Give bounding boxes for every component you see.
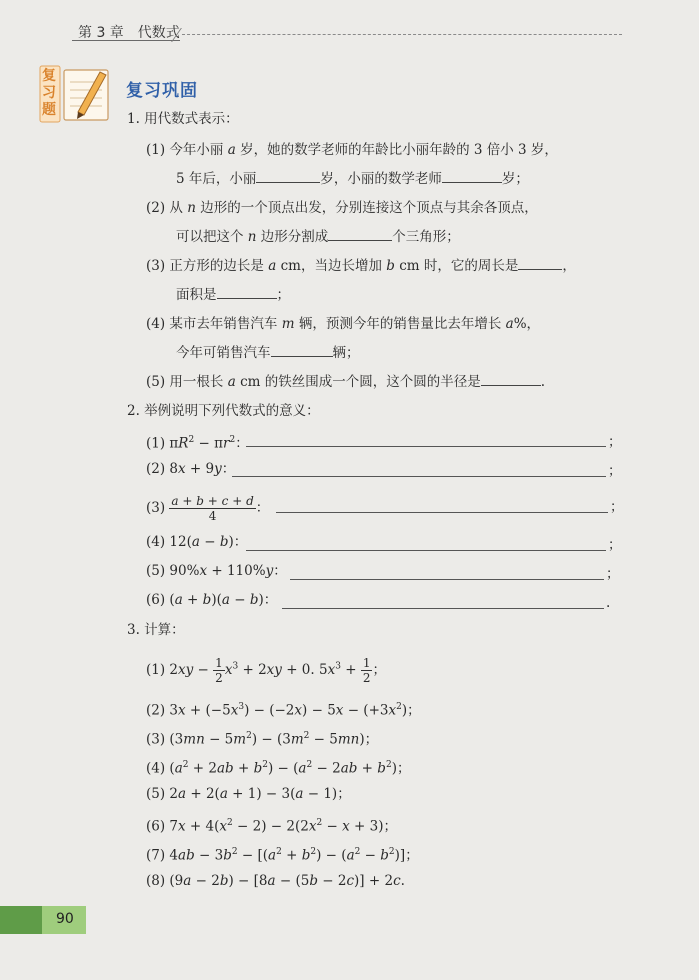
- q3-item-3: (3) $(3mn - 5m^2) - (3m^2 - 5mn)$；: [146, 731, 379, 748]
- q1-part-5: (5) 用一根长 a cm 的铁丝围成一个圆，这个圆的半径是 .: [146, 374, 546, 390]
- q3-item-6: (6) $7x + 4(x^2 - 2) - 2(2x^2 - x + 3)$；: [146, 818, 397, 835]
- question-1-title: 1. 用代数式表示：: [127, 111, 239, 127]
- q3-item-4: (4) $(a^2 + 2ab + b^2) - (a^2 - 2ab + b^2)$；: [146, 760, 411, 777]
- q3-item-2: (2) $3x + (-5x^3) - (-2x) - 5x - (+3x^2)$；: [146, 702, 421, 719]
- answer-line[interactable]: [232, 476, 606, 477]
- q2-item-1: (1) $\pi R^2 - \pi r^2$：: [146, 435, 249, 452]
- punctuation: ；: [608, 434, 622, 450]
- answer-line[interactable]: [290, 579, 604, 580]
- q2-item-4: (4) 12(a − b)：: [146, 534, 248, 550]
- q1-part-4-line-2: 今年可销售汽车 辆；: [176, 345, 360, 361]
- header-dashed-rule: [182, 34, 622, 35]
- q1-part-2-line-2: 可以把这个 n 边形分割成 个三角形；: [176, 229, 460, 245]
- question-3-title: 3. 计算：: [127, 622, 185, 638]
- fraction: $\frac{1}{2}$: [215, 656, 223, 685]
- answer-blank[interactable]: [217, 286, 277, 299]
- q1-part-3-line-2: 面积是 ；: [176, 287, 290, 303]
- footer-bar: [0, 906, 42, 934]
- q2-item-2: (2) 8x + 9y：: [146, 461, 236, 477]
- punctuation: ；: [608, 463, 622, 479]
- q2-item-3: (3) $\frac{a + b + c + d}{4}$ ：: [146, 494, 270, 523]
- q3-item-1: (1) 2xy − $\frac{1}{2}$ $x^3 + 2xy + 0$. $5x^3$ + $\frac{1}{2}$ ；: [146, 656, 386, 685]
- answer-blank[interactable]: [518, 257, 562, 270]
- answer-blank[interactable]: [481, 373, 541, 386]
- answer-blank[interactable]: [328, 228, 392, 241]
- section-title: 复习巩固: [126, 81, 198, 101]
- answer-blank[interactable]: [256, 170, 320, 183]
- answer-blank[interactable]: [271, 344, 333, 357]
- q3-item-5: (5) 2a + 2(a + 1) − 3(a − 1)；: [146, 786, 351, 802]
- fraction: $\frac{a + b + c + d}{4}$: [171, 494, 254, 523]
- q1-part-2-line-1: (2) 从 n 边形的一个顶点出发，分别连接这个顶点与其余各顶点，: [146, 200, 538, 216]
- punctuation: .: [606, 595, 611, 611]
- q2-item-6: (6) (a + b)(a − b)：: [146, 592, 278, 608]
- answer-blank[interactable]: [442, 170, 502, 183]
- chapter-label: 第 3 章 代数式: [78, 25, 180, 41]
- question-2-title: 2. 举例说明下列代数式的意义：: [127, 403, 320, 419]
- badge-text: 复习题: [42, 68, 56, 118]
- q3-item-8: (8) (9a − 2b) − [8a − (5b − 2c)] + 2c.: [146, 873, 405, 889]
- page-number: 90: [56, 911, 74, 927]
- answer-line[interactable]: [282, 608, 604, 609]
- answer-line[interactable]: [276, 512, 608, 513]
- answer-line[interactable]: [246, 550, 606, 551]
- punctuation: ；: [610, 499, 624, 515]
- q1-part-4-line-1: (4) 某市去年销售汽车 m 辆，预测今年的销售量比去年增长 a%，: [146, 316, 541, 332]
- q1-part-1-line-2: 5 年后，小丽 岁，小丽的数学老师 岁；: [176, 171, 529, 187]
- punctuation: ；: [606, 566, 620, 582]
- answer-line[interactable]: [246, 446, 606, 447]
- fraction: $\frac{1}{2}$: [362, 656, 371, 685]
- q3-item-7: (7) $4ab - 3b^2 - [(a^2 + b^2) - (a^2 - b^2)]$；: [146, 847, 419, 864]
- q2-item-5: (5) 90%x + 110%y：: [146, 563, 287, 579]
- punctuation: ；: [608, 537, 622, 553]
- q1-part-3-line-1: (3) 正方形的边长是 a cm，当边长增加 b cm 时，它的周长是 ，: [146, 258, 576, 274]
- header-underline: [72, 40, 180, 41]
- q1-part-1-line-1: (1) 今年小丽 a 岁，她的数学老师的年龄比小丽年龄的 3 倍小 3 岁，: [146, 142, 558, 158]
